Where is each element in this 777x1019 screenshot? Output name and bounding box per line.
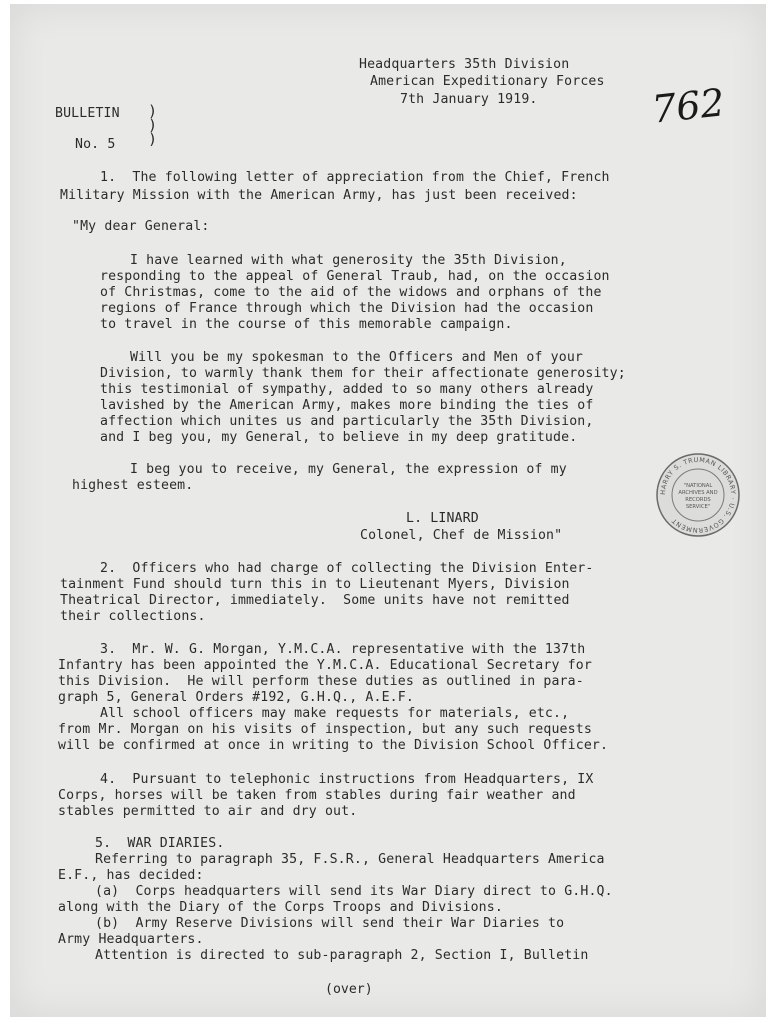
para5-heading: 5. WAR DIARIES. [95, 836, 225, 851]
page-footer-over: (over) [325, 982, 373, 997]
letter-salutation: "My dear General: [72, 219, 210, 234]
header-line-2: American Expeditionary Forces [370, 74, 605, 89]
header-date: 7th January 1919. [400, 92, 538, 107]
para3-line-5: All school officers may make requests for materials, etc., [100, 706, 570, 721]
seal-ring-text: HARRY S. TRUMAN LIBRARY · U.S. GOVERNMENT [658, 455, 738, 535]
para5-line-4: (a) Corps headquarters will send its War Diary direct to G.H.Q. [95, 884, 613, 899]
letter-p3-line-2: highest esteem. [72, 478, 194, 493]
letter-p2-line-4: lavished by the American Army, makes more binding the ties of [100, 398, 594, 413]
para5-line-8: Attention is directed to sub-paragraph 2, Section I, Bulletin [95, 948, 589, 963]
bulletin-number: No. 5 [75, 137, 116, 152]
letter-p1-line-3: of Christmas, come to the aid of the widows and orphans of the [100, 285, 602, 300]
letter-p1-line-1: I have learned with what generosity the 35th Division, [130, 253, 567, 268]
para5-line-7: Army Headquarters. [58, 932, 204, 947]
para5-line-2: Referring to paragraph 35, F.S.R., General Headquarters America [95, 852, 605, 867]
letter-p3-line-1: I beg you to receive, my General, the expression of my [130, 462, 567, 477]
letter-p2-line-3: this testimonial of sympathy, added to so many others already [100, 382, 594, 397]
para5-line-5: along with the Diary of the Corps Troops and Divisions. [58, 900, 503, 915]
letter-p1-line-2: responding to the appeal of General Traub, had, on the occasion [100, 269, 610, 284]
seal-center-line-4: SERVICE" [685, 504, 711, 510]
letter-p2-line-6: and I beg you, my General, to believe in my deep gratitude. [100, 430, 578, 445]
bracket-decoration: ) ) ) [148, 102, 158, 148]
para4-line-1: 4. Pursuant to telephonic instructions from Headquarters, IX [100, 772, 594, 787]
para5-line-6: (b) Army Reserve Divisions will send their War Diaries to [95, 916, 565, 931]
para4-line-3: stables permitted to air and dry out. [58, 804, 358, 819]
letter-signature: L. LINARD [406, 511, 479, 526]
para3-line-7: will be confirmed at once in writing to the Division School Officer. [58, 738, 609, 753]
para4-line-2: Corps, horses will be taken from stables during fair weather and [58, 788, 576, 803]
handwritten-page-number: 762 [649, 80, 727, 132]
para3-line-2: Infantry has been appointed the Y.M.C.A. Educational Secretary for [58, 658, 592, 673]
seal-center-line-2: ARCHIVES AND [678, 490, 718, 496]
letter-p2-line-1: Will you be my spokesman to the Officers and Men of your [130, 350, 584, 365]
para3-line-4: graph 5, General Orders #192, G.H.Q., A.E.F. [58, 690, 414, 705]
seal-center-line-1: "NATIONAL [683, 483, 713, 489]
para3-line-1: 3. Mr. W. G. Morgan, Y.M.C.A. representative with the 137th [100, 642, 586, 657]
letter-p1-line-5: to travel in the course of this memorable campaign. [100, 317, 513, 332]
para2-line-1: 2. Officers who had charge of collecting the Division Enter- [100, 561, 594, 576]
bulletin-label: BULLETIN [55, 106, 120, 121]
letter-signature-title: Colonel, Chef de Mission" [360, 528, 563, 543]
letter-p1-line-4: regions of France through which the Division had the occasion [100, 301, 594, 316]
seal-center-line-3: RECORDS [685, 497, 711, 503]
para3-line-3: this Division. He will perform these duties as outlined in para- [58, 674, 584, 689]
para2-line-4: their collections. [60, 609, 206, 624]
para2-line-2: tainment Fund should turn this in to Lieutenant Myers, Division [60, 577, 570, 592]
para3-line-6: from Mr. Morgan on his visits of inspection, but any such requests [58, 722, 592, 737]
letter-p2-line-2: Division, to warmly thank them for their affectionate generosity; [100, 366, 626, 381]
para5-line-3: E.F., has decided: [58, 868, 204, 883]
letter-p2-line-5: affection which unites us and particularly the 35th Division, [100, 414, 594, 429]
para2-line-3: Theatrical Director, immediately. Some units have not remitted [60, 593, 570, 608]
para1-line-1: 1. The following letter of appreciation from the Chief, French [100, 170, 610, 185]
para1-line-2: Military Mission with the American Army, has just been received: [60, 188, 578, 203]
archives-seal-stamp [655, 452, 741, 538]
header-line-1: Headquarters 35th Division [359, 57, 570, 72]
